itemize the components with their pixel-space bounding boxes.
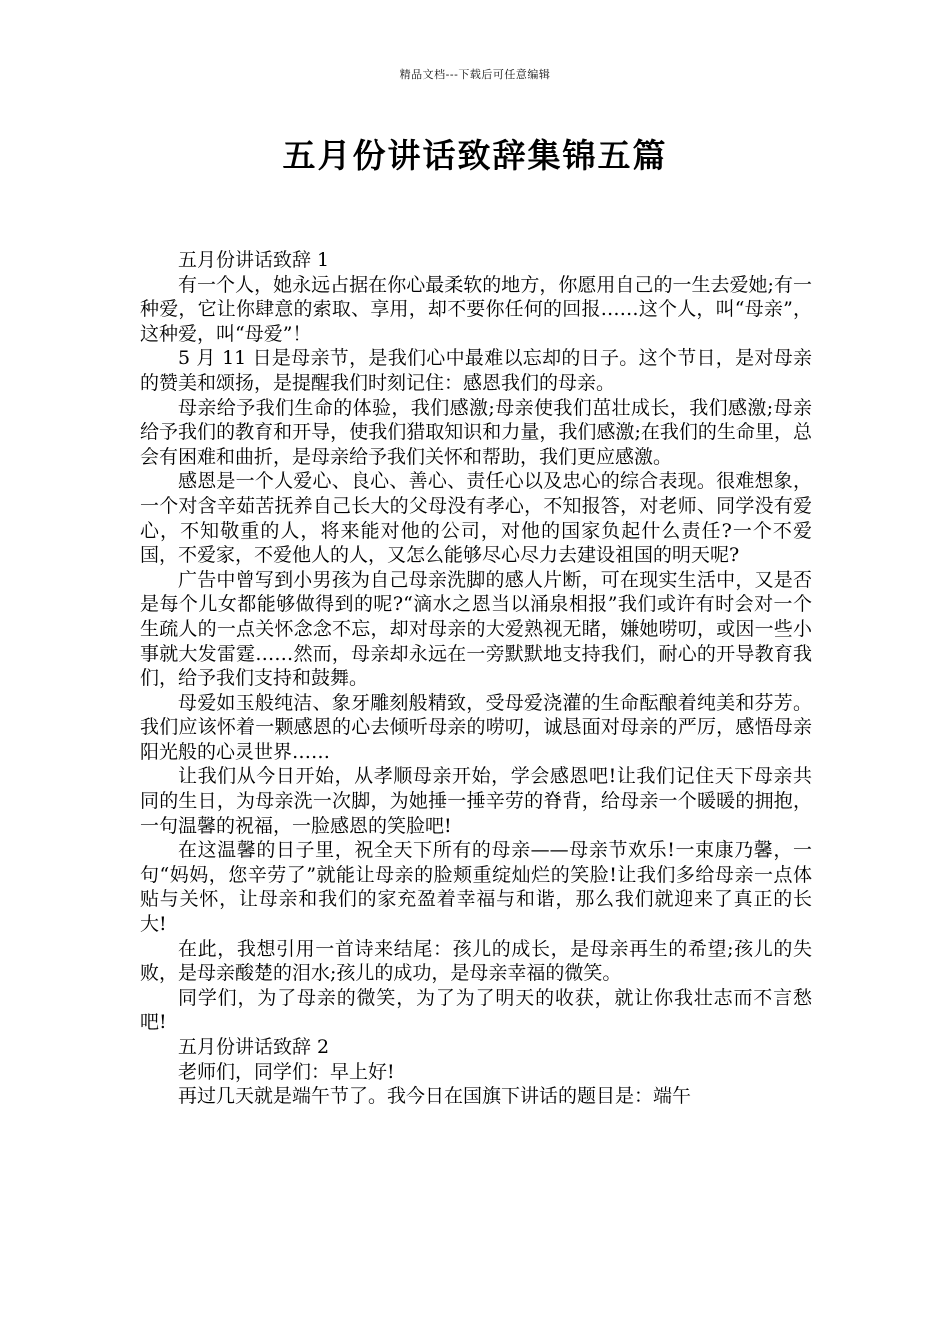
body-paragraph: 再过几天就是端午节了。我今日在国旗下讲话的题目是：端午 xyxy=(178,1085,692,1108)
body-paragraph: 母亲给予我们生命的体验，我们感激;母亲使我们茁壮成长，我们感激;母亲给予我们的教育和开导，使我们猎取知识和力量，我们感激;在我们的生命里，总会有困难和曲折，是母亲给予我们关怀和帮助，我们更应感激。 xyxy=(140,396,812,468)
section-heading: 五月份讲话致辞 1 xyxy=(178,249,330,271)
document-title: 五月份讲话致辞集锦五篇 xyxy=(282,136,668,175)
body-paragraph: 在此，我想引用一首诗来结尾：孩儿的成长，是母亲再生的希望;孩儿的失败，是母亲酸楚的泪水;孩儿的成功，是母亲幸福的微笑。 xyxy=(140,937,812,985)
body-paragraph: 广告中曾写到小男孩为自己母亲洗脚的感人片断，可在现实生活中，又是否是每个儿女都能够做得到的呢?“滴水之恩当以涌泉相报”我们或许有时会对一个生疏人的一点关怀念念不忘，却对母亲的大爱熟视无睹，嫌她唠叨，或因一些小事就大发雷霆……然而，母亲却永远在一旁默默地支持我们，耐心的开导教育我们，给予我们支持和鼓舞。 xyxy=(140,568,812,690)
document-body xyxy=(140,248,812,1109)
section-heading: 五月份讲话致辞 2 xyxy=(178,1036,330,1058)
body-paragraph: 感恩是一个人爱心、良心、善心、责任心以及忠心的综合表现。很难想象，一个对含辛茹苦抚养自己长大的父母没有孝心，不知报答，对老师、同学没有爱心，不知敬重的人，将来能对他的公司，对他的国家负起什么责任?一个不爱国，不爱家，不爱他人的人，又怎么能够尽心尽力去建设祖国的明天呢? xyxy=(140,470,812,567)
body-paragraph: 同学们，为了母亲的微笑，为了为了明天的收获，就让你我壮志而不言愁吧! xyxy=(140,986,812,1034)
body-paragraph: 有一个人，她永远占据在你心最柔软的地方，你愿用自己的一生去爱她;有一种爱，它让你肆意的索取、享用，却不要你任何的回报……这个人，叫“母亲”，这种爱，叫“母爱”！ xyxy=(140,273,812,345)
body-paragraph: 5 月 11 日是母亲节，是我们心中最难以忘却的日子。这个节日，是对母亲的赞美和颂扬，是提醒我们时刻记住：感恩我们的母亲。 xyxy=(140,347,812,394)
page-header-note: 精品文档---下载后可任意编辑 xyxy=(399,68,551,81)
body-paragraph: 母爱如玉般纯洁、象牙雕刻般精致，受母爱浇灌的生命酝酿着纯美和芬芳。我们应该怀着一颗感恩的心去倾听母亲的唠叨，诚恳面对母亲的严厉，感悟母亲阳光般的心灵世界…… xyxy=(140,691,812,763)
body-paragraph: 让我们从今日开始，从孝顺母亲开始，学会感恩吧!让我们记住天下母亲共同的生日，为母亲洗一次脚，为她捶一捶辛劳的脊背，给母亲一个暖暖的拥抱，一句温馨的祝福，一脸感恩的笑脸吧! xyxy=(140,765,812,837)
body-paragraph: 在这温馨的日子里，祝全天下所有的母亲——母亲节欢乐!一束康乃馨，一句“妈妈，您辛劳了”就能让母亲的脸颊重绽灿烂的笑脸!让我们多给母亲一点体贴与关怀，让母亲和我们的家充盈着幸福与和谐，那么我们就迎来了真正的长大! xyxy=(140,839,812,936)
body-paragraph: 老师们，同学们：早上好! xyxy=(178,1060,395,1083)
